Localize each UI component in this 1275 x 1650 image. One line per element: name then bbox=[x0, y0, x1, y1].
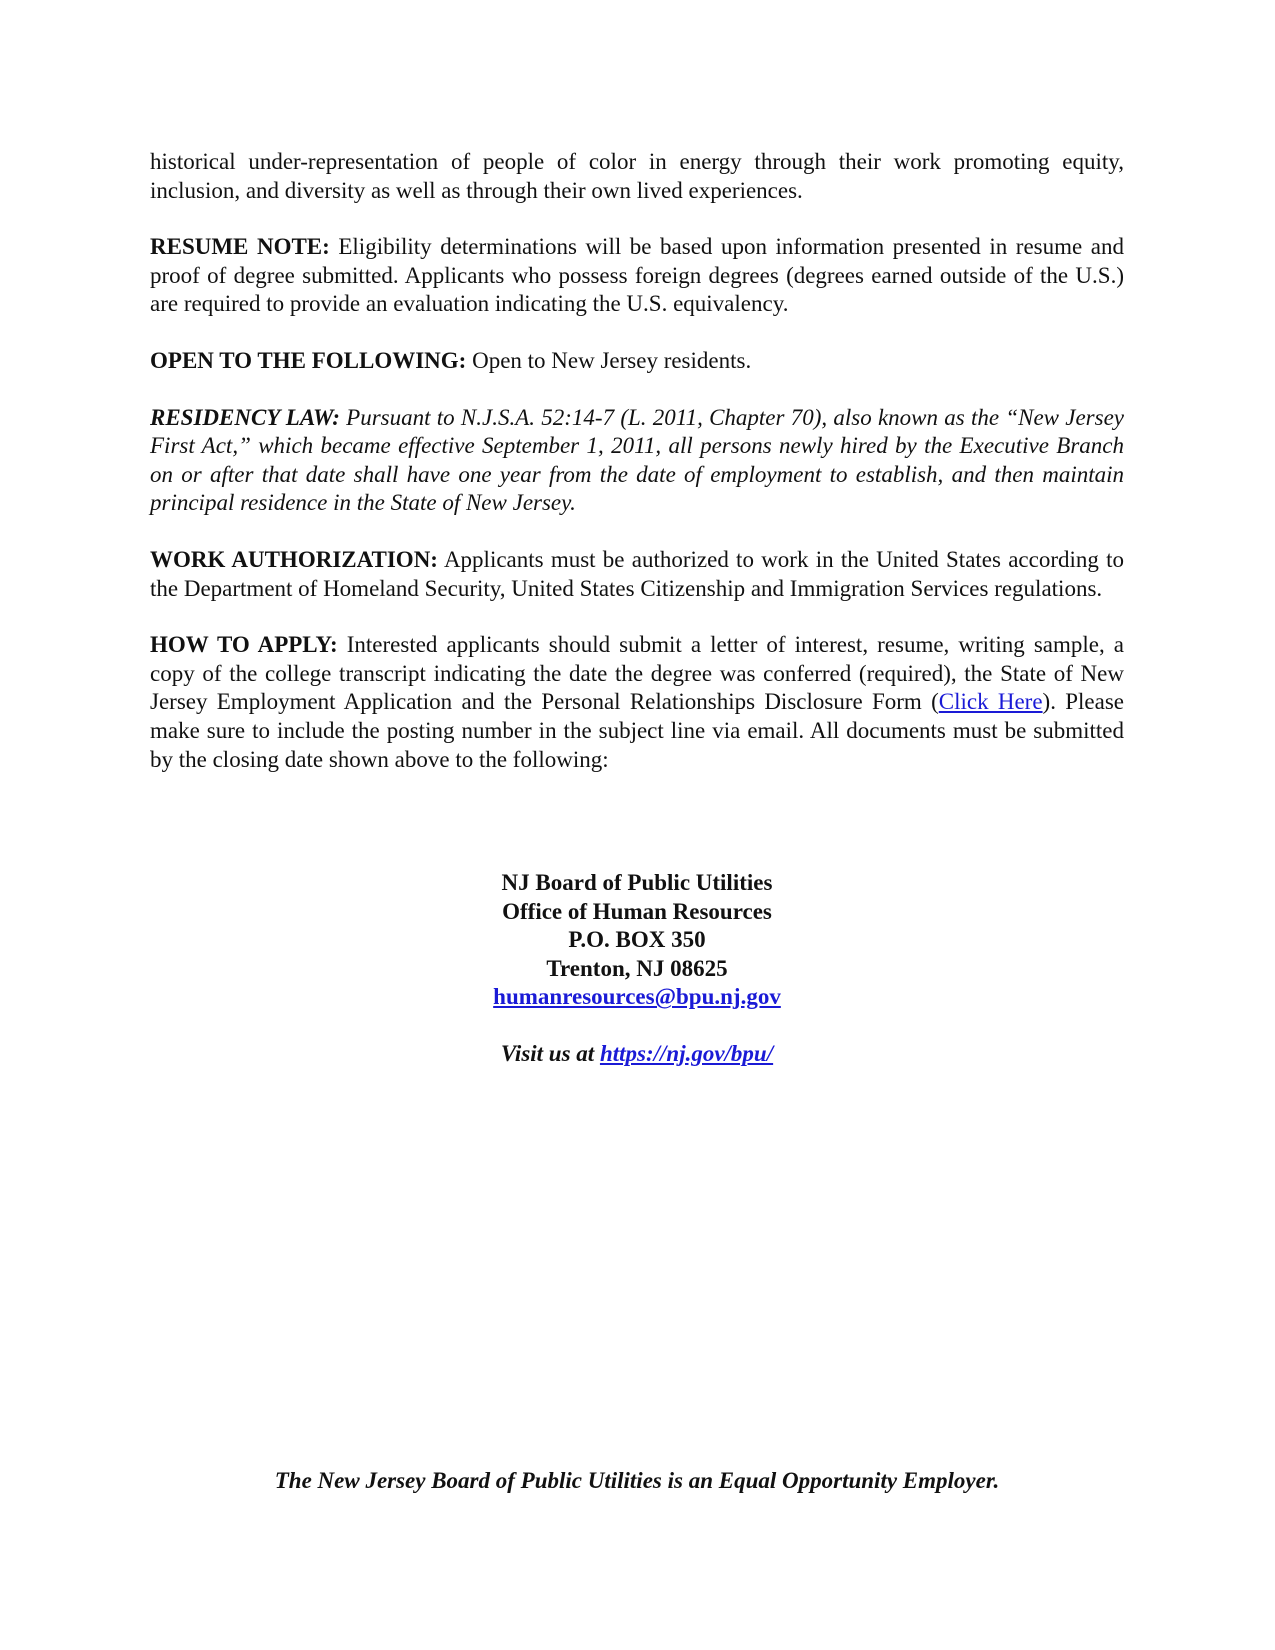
contact-email-link[interactable]: humanresources@bpu.nj.gov bbox=[493, 984, 781, 1010]
document-body bbox=[150, 148, 1124, 802]
open-to-paragraph bbox=[150, 347, 1124, 376]
contact-block bbox=[150, 869, 1124, 1069]
open-to-label: OPEN TO THE FOLLOWING: bbox=[150, 347, 467, 373]
work-authorization-label: WORK AUTHORIZATION: bbox=[150, 546, 438, 572]
how-to-apply-paragraph bbox=[150, 631, 1124, 774]
contact-email-line bbox=[150, 983, 1124, 1012]
contact-organization: NJ Board of Public Utilities bbox=[501, 870, 773, 895]
resume-note-text: Eligibility determinations will be based upon information presented in resume and proof of degree submitted. Applicants who possess foreign degrees (degrees earned outside of the U.S.) are required to provide an evaluation indicating the U.S. equivalency. bbox=[150, 234, 1124, 317]
click-here-link[interactable]: Click Here bbox=[938, 689, 1043, 715]
website-link[interactable]: https://nj.gov/bpu/ bbox=[599, 1040, 774, 1066]
intro-paragraph bbox=[150, 148, 1124, 205]
contact-city-state-zip: Trenton, NJ 08625 bbox=[546, 955, 728, 981]
resume-note-paragraph bbox=[150, 233, 1124, 319]
residency-law-label: RESIDENCY LAW: bbox=[150, 404, 340, 430]
how-to-apply-text-after-link: ). Please make sure to include the posting number in the subject line via email. All documents must be submitted by the closing date shown above to the following: bbox=[150, 689, 1124, 772]
visit-us-prefix: Visit us at bbox=[500, 1040, 600, 1066]
resume-note-label: RESUME NOTE: bbox=[150, 234, 330, 260]
how-to-apply-label: HOW TO APPLY: bbox=[150, 632, 338, 658]
equal-opportunity-footer: The New Jersey Board of Public Utilities is an Equal Opportunity Employer. bbox=[274, 1468, 1000, 1493]
contact-office: Office of Human Resources bbox=[502, 898, 772, 924]
residency-law-text: Pursuant to N.J.S.A. 52:14-7 (L. 2011, Chapter 70), also known as the “New Jersey First Act,” which became effective September 1, 2011, all persons newly hired by the Executive Branch on or after that date shall have one year from the date of employment to establish, and then maintain principal residence in the State of New Jersey. bbox=[150, 404, 1124, 516]
work-authorization-text: Applicants must be authorized to work in the United States according to the Department of Homeland Security, United States Citizenship and Immigration Services regulations. bbox=[150, 546, 1125, 601]
visit-us-line bbox=[150, 1040, 1124, 1069]
residency-law-paragraph bbox=[150, 404, 1124, 518]
intro-text: historical under-representation of people of color in energy through their work promoting equity, inclusion, and diversity as well as through their own lived experiences. bbox=[150, 149, 1124, 203]
work-authorization-paragraph bbox=[150, 546, 1124, 603]
how-to-apply-text-before-link: Interested applicants should submit a letter of interest, resume, writing sample, a copy of the college transcript indicating the date the degree was conferred (required), the State of New Jersey Employment Application and the Personal Relationships Disclosure Form ( bbox=[150, 632, 1124, 715]
contact-po-box: P.O. BOX 350 bbox=[568, 927, 706, 953]
open-to-text: Open to New Jersey residents. bbox=[466, 347, 752, 373]
